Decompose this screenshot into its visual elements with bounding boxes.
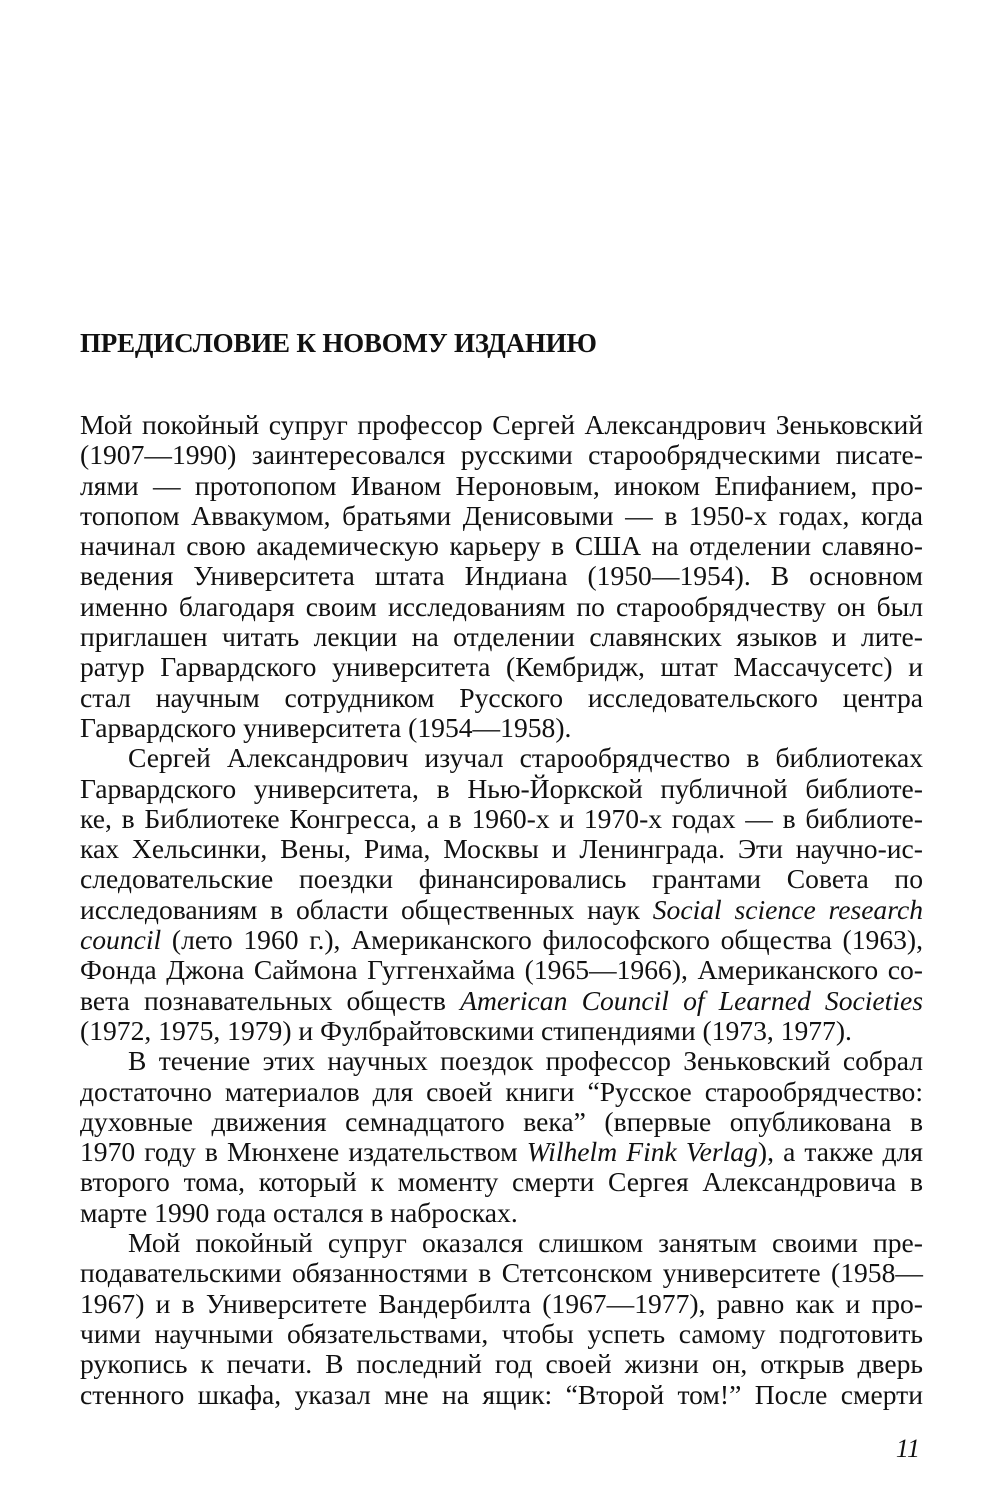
- text-line: [80, 1137, 923, 1167]
- text-line: достаточно материалов для своей книги “Русское старообрядчество:: [80, 1075, 923, 1107]
- text-line: стенного шкафа, указал мне на ящик: “Второй том!” После смерти: [80, 1378, 923, 1410]
- text-line: второго тома, который к моменту смерти Сергея Александровича в: [80, 1166, 923, 1198]
- text-line: именно благодаря своим исследованиям по старообрядчеству он был: [80, 590, 923, 622]
- text-line: ратур Гарвардского университета (Кембридж, штат Массачусетс) и: [80, 651, 923, 683]
- text-line: ведения Университета штата Индиана (1950—1954). В основном: [80, 560, 923, 592]
- text-line: стал научным сотрудником Русского исследовательского центра: [80, 681, 923, 713]
- text-run: ), а также для: [757, 1136, 923, 1168]
- text-line: ках Хельсинки, Вены, Рима, Москвы и Ленинграда. Эти научно-ис-: [80, 833, 923, 865]
- text-line: (1907—1990) заинтересовался русскими старообрядческими писате-: [80, 439, 923, 471]
- paragraph-4: [80, 1228, 923, 1410]
- paragraph-1: [80, 410, 923, 743]
- text-run: 1970 году в Мюнхене издательством: [80, 1136, 527, 1168]
- chapter-heading: ПРЕДИСЛОВИЕ К НОВОМУ ИЗДАНИЮ: [80, 328, 597, 358]
- text-run: исследованиям в области общественных наук: [80, 893, 653, 925]
- page-number: 11: [895, 1434, 920, 1463]
- text-line: рукопись к печати. В последний год своей жизни он, открыв дверь: [80, 1348, 923, 1380]
- text-line: (1972, 1975, 1979) и Фулбрайтовскими стипендиями (1973, 1977).: [80, 1014, 852, 1046]
- text-line: [80, 925, 923, 955]
- body-text: [80, 410, 923, 1410]
- text-line: ке, в Библиотеке Конгресса, а в 1960-х и 1970-х годах — в библиоте-: [80, 802, 923, 834]
- text-line: Мой покойный супруг оказался слишком занятым своими пре-: [128, 1227, 923, 1259]
- text-line: следовательские поездки финансировались грантами Совета по: [80, 863, 923, 895]
- text-line: начинал свою академическую карьеру в США на отделении славяно-: [80, 530, 923, 562]
- text-line: Гарвардского университета (1954—1958).: [80, 711, 572, 743]
- text-line: В течение этих научных поездок профессор Зеньковский собрал: [128, 1045, 923, 1077]
- paragraph-2: [80, 743, 923, 1046]
- text-line: Гарвардского университета, в Нью-Йоркской публичной библиоте-: [80, 772, 923, 804]
- italic-run: American Council of Learned Societies: [460, 984, 923, 1016]
- italic-run: Wilhelm Fink Verlag: [526, 1136, 758, 1168]
- text-line: лями — протопопом Иваном Нероновым, иноком Епифанием, про-: [80, 469, 923, 501]
- text-line: топопом Аввакумом, братьями Денисовыми — в 1950-х годах, когда: [80, 499, 923, 531]
- text-line: духовные движения семнадцатого века” (впервые опубликована в: [80, 1105, 923, 1137]
- text-line: чими научными обязательствами, чтобы успеть самому подготовить: [80, 1317, 923, 1349]
- text-line: подавательскими обязанностями в Стетсонском университете (1958—: [80, 1257, 923, 1289]
- text-line: приглашен читать лекции на отделении славянских языков и лите-: [80, 621, 923, 653]
- text-line: Сергей Александрович изучал старообрядчество в библиотеках: [128, 742, 923, 774]
- italic-run: Social science research: [652, 893, 923, 925]
- text-line: [80, 895, 923, 925]
- text-line: 1967) и в Университете Вандербилта (1967—1977), равно как и про-: [80, 1287, 923, 1319]
- text-line: Фонда Джона Саймона Гуггенхайма (1965—1966), Американского со-: [80, 954, 923, 986]
- text-line: Мой покойный супруг профессор Сергей Александрович Зеньковский: [80, 409, 923, 440]
- text-run: (лето 1960 г.), Американского философского общества (1963),: [161, 924, 923, 956]
- text-line: марте 1990 года остался в набросках.: [80, 1196, 518, 1228]
- text-line: [80, 986, 923, 1016]
- paragraph-3: [80, 1046, 923, 1228]
- italic-run: council: [80, 924, 162, 956]
- text-run: вета познавательных обществ: [80, 984, 461, 1016]
